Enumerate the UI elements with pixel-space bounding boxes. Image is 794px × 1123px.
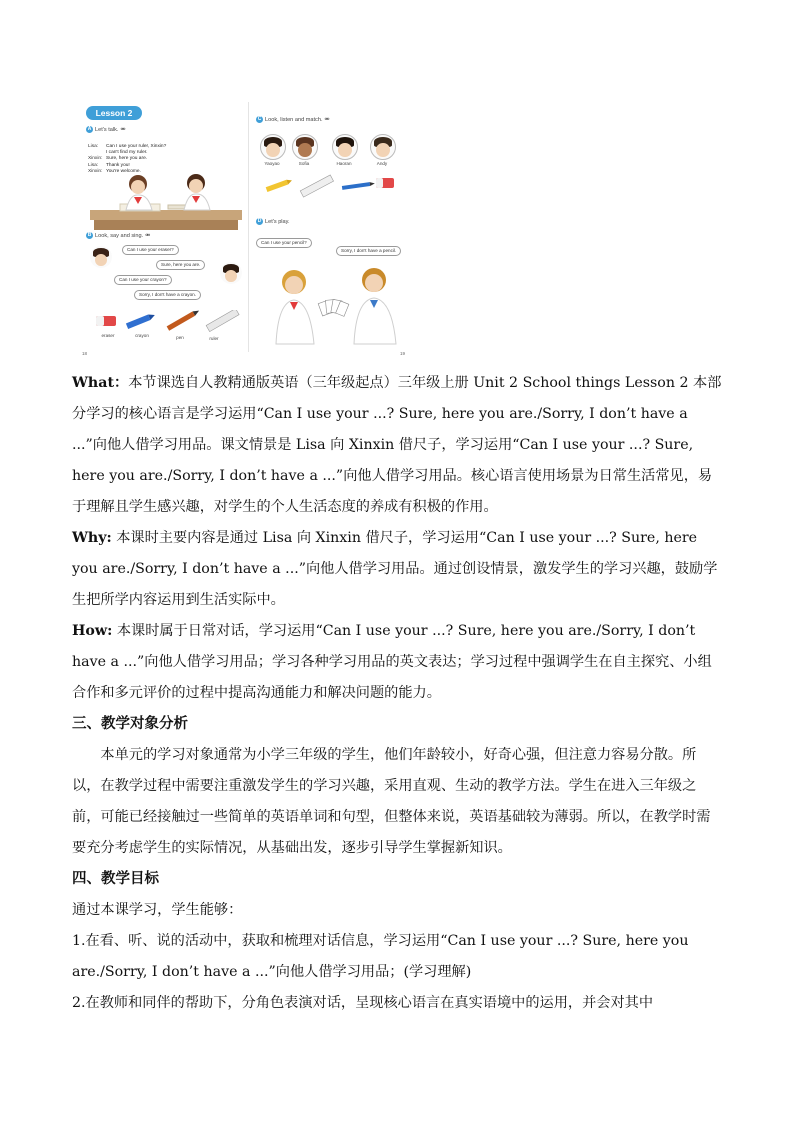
item-label: ruler: [209, 336, 219, 341]
goals-intro: 通过本课学习，学生能够：: [72, 902, 243, 918]
page-number-left: 18: [82, 351, 88, 356]
eraser-icon: [376, 178, 394, 188]
play-bubble: Can I use your pencil?: [256, 238, 312, 248]
document-body: [72, 368, 722, 1019]
section-c-heading: [256, 116, 330, 124]
lesson-tag: Lesson 2: [86, 106, 142, 120]
sofia-avatar: [292, 134, 318, 160]
how-text: 本课时属于日常对话，学习运用“Can I use your ...? Sure, here you are./Sorry, I don’t have a ...”向他人借学习用品；学习各种学习用品的英文表达；学习过程中强调学生在自主探究、小组合作和多元评价的过程中提高沟通能力和解决问题的能力。: [72, 623, 712, 701]
page-divider: [248, 102, 249, 352]
section-a-label: Let's talk.: [95, 127, 119, 133]
textbook-figure: [80, 98, 410, 360]
match-items: [260, 172, 400, 200]
haoran-avatar: [332, 134, 358, 160]
what-paragraph: [72, 368, 722, 523]
boy-avatar: [220, 262, 242, 284]
item-label: eraser: [101, 333, 115, 338]
headphones-icon: ⚮: [120, 127, 126, 133]
song-bubble: Can I use your crayon?: [114, 275, 172, 285]
dialogue-line: Xinxin: Sure, here you are.: [88, 156, 148, 162]
headphones-icon: ⚮: [324, 117, 330, 123]
yaoyao-avatar: [260, 134, 286, 160]
andy-avatar: [370, 134, 396, 160]
classroom-illustration: [90, 174, 242, 230]
goal-item: 2.在教师和同伴的帮助下，分角色表演对话，呈现核心语言在真实语境中的运用，并会对其中: [72, 995, 654, 1011]
play-bubble: Sorry, I don't have a pencil.: [336, 246, 401, 256]
card-game-illustration: [264, 266, 404, 346]
dialogue-line: Lisa: Thank you!: [88, 162, 130, 168]
page-number-right: 19: [400, 351, 406, 356]
badge-d-icon: D: [257, 218, 262, 225]
song-bubble: Can I use your eraser?: [122, 245, 179, 255]
item-label: pen: [176, 335, 184, 340]
section-d-heading: [256, 218, 290, 226]
why-label: Why:: [72, 530, 112, 546]
section-b-label: Look, say and sing.: [95, 233, 144, 239]
badge-a-icon: A: [87, 126, 92, 133]
song-bubble: Sure, here you are.: [156, 260, 205, 270]
crayon-icon: [126, 312, 156, 329]
how-label: How:: [72, 623, 113, 639]
what-text: 本节课选自人教精通版英语（三年级起点）三年级上册 Unit 2 School things Lesson 2 本部分学习的核心语言是学习运用“Can I use your ...? Sure, here you are./Sorry, I don’t have a ...”向他人借学习用品。课文情景是 Lisa 向 Xinxin 借尺子，学习运用“Can I use your ...? Sure, here you are./Sorry, I don’t have a ...”向他人借学习用品。核心语言使用场景为日常生活常见，易于理解且学生感兴趣，对学生的个人生活态度的养成有积极的作用。: [72, 375, 722, 515]
cards-icon: [318, 299, 349, 316]
child-name: Haoran: [336, 161, 352, 166]
badge-c-icon: C: [257, 116, 262, 123]
dialogue: [88, 144, 166, 175]
what-label: What：: [72, 375, 129, 391]
school-items: [94, 310, 244, 332]
eraser-icon: [96, 316, 116, 326]
section-heading: 四、教学目标: [72, 871, 159, 887]
dialogue-line: I can't find my ruler.: [106, 150, 148, 156]
section-heading: 三、教学对象分析: [72, 716, 188, 732]
section-d-label: Let's play.: [265, 219, 290, 225]
child-name: Yaoyao: [264, 161, 280, 166]
song-bubble: Sorry, I don't have a crayon.: [134, 290, 201, 300]
dialogue-line: Xinxin: You're welcome.: [88, 168, 141, 174]
ruler-icon: [206, 310, 239, 332]
dialogue-line: Lisa: Can I use your ruler, Xinxin?: [88, 144, 167, 149]
girl-avatar: [90, 246, 112, 268]
section-a-heading: [86, 126, 126, 134]
pen-icon: [167, 310, 201, 331]
why-text: 本课时主要内容是通过 Lisa 向 Xinxin 借尺子，学习运用“Can I use your ...? Sure, here you are./Sorry, I don’t have a ...”向他人借学习用品。通过创设情景，激发学生的学习兴趣，鼓励学生把所学内容运用到生活实际中。: [72, 530, 718, 608]
pen-icon: [342, 181, 375, 190]
headphones-icon: ⚮: [145, 233, 151, 239]
child-name: Sofia: [298, 161, 310, 166]
how-paragraph: [72, 616, 722, 709]
crayon-icon: [266, 178, 293, 192]
why-paragraph: [72, 523, 722, 616]
section-c-label: Look, listen and match.: [265, 117, 323, 123]
goal-item: 1.在看、听、说的活动中，获取和梳理对话信息，学习运用“Can I use your ...? Sure, here you are./Sorry, I don’t have a ...”向他人借学习用品；(学习理解): [72, 933, 689, 980]
badge-b-icon: B: [87, 232, 92, 239]
child-name: Andy: [376, 161, 388, 166]
section-b-heading: [86, 232, 150, 240]
item-label: crayon: [135, 333, 149, 338]
ruler-icon: [300, 175, 333, 197]
learner-analysis-paragraph: 本单元的学习对象通常为小学三年级的学生，他们年龄较小，好奇心强，但注意力容易分散。所以，在教学过程中需要注重激发学生的学习兴趣，采用直观、生动的教学方法。学生在进入三年级之前，可能已经接触过一些简单的英语单词和句型，但整体来说，英语基础较为薄弱。所以，在教学时需要充分考虑学生的实际情况，从基础出发，逐步引导学生掌握新知识。: [72, 747, 711, 856]
